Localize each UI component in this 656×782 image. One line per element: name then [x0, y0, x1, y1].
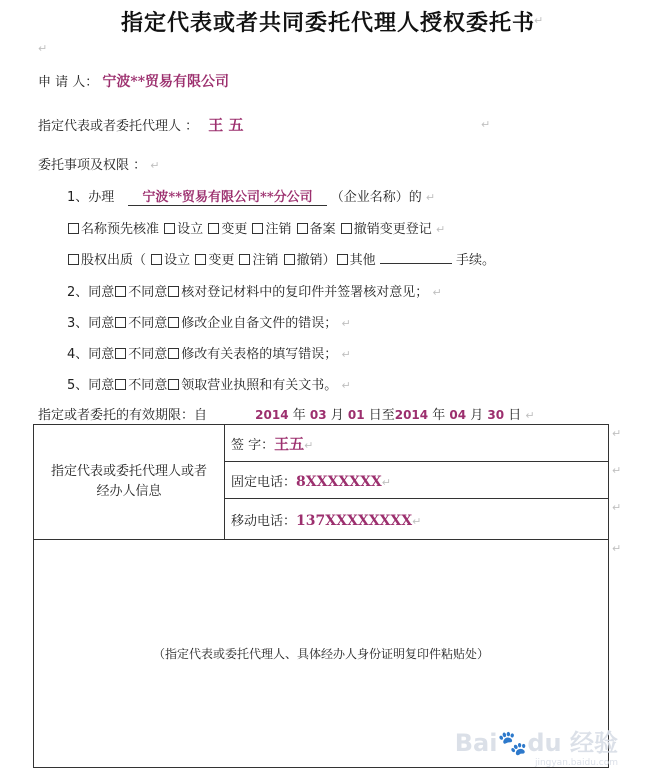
checkbox[interactable] [239, 254, 250, 265]
paragraph-mark: ↵ [341, 379, 351, 392]
checkbox[interactable] [168, 317, 179, 328]
attachment-note: （指定代表或委托代理人、具体经办人身份证明复印件粘贴处） [152, 647, 489, 661]
checkbox[interactable] [168, 348, 179, 359]
checkbox[interactable] [68, 223, 79, 234]
mobile-value: 137XXXXXXXX [296, 512, 413, 529]
mobile-label: 移动电话： [231, 513, 297, 529]
representative-info-table [33, 424, 609, 768]
checkbox[interactable] [208, 223, 219, 234]
unit-month: 月 [330, 408, 344, 423]
pledge-close: ） [322, 253, 336, 268]
paragraph-mark: ↵ [612, 427, 622, 440]
item-mid: 不同意 [128, 347, 168, 362]
mobile-cell[interactable] [225, 499, 609, 540]
item-row [67, 312, 351, 331]
info-label-cell [34, 425, 225, 540]
checkbox[interactable] [284, 254, 295, 265]
paragraph-mark: ↵ [150, 159, 160, 172]
item-row [67, 343, 351, 362]
unit-year: 年 [292, 408, 306, 423]
paragraph-mark: ↵ [341, 348, 351, 361]
watermark-brand: Bai [454, 729, 498, 757]
paragraph-mark: ↵ [432, 286, 442, 299]
option-label: 变更 [221, 222, 248, 237]
item-1-company: 宁波**贸易有限公司**分公司 [128, 186, 326, 206]
pledge-prefix: 股权出质（ [81, 253, 147, 268]
checkbox[interactable] [168, 379, 179, 390]
checkbox[interactable] [337, 254, 348, 265]
paragraph-mark: ↵ [304, 438, 314, 452]
item-text: 核对登记材料中的复印件并签署核对意见； [181, 285, 429, 300]
item-num: 4、同意 [67, 347, 115, 362]
paragraph-mark: ↵ [612, 464, 622, 477]
option-label: 变更 [208, 253, 235, 268]
pledge-end: 手续。 [455, 253, 495, 268]
paragraph-mark: ↵ [381, 475, 392, 489]
unit-year: 年 [432, 408, 446, 423]
paragraph-mark: ↵ [425, 191, 436, 204]
document-title: 指定代表或者共同委托代理人授权委托书 [120, 10, 535, 36]
item-1-options-row [67, 218, 445, 237]
option-label: 设立 [164, 253, 191, 268]
scope-label: 委托事项及权限 ： [38, 158, 147, 173]
to-year: 2014 [394, 408, 429, 422]
other-label: 其他 [349, 253, 376, 268]
item-row [67, 374, 351, 393]
from-day: 01 [347, 408, 365, 422]
signature-value: 王五 [274, 434, 305, 453]
item-row [67, 281, 442, 300]
checkbox[interactable] [115, 317, 126, 328]
checkbox[interactable] [115, 348, 126, 359]
to-label: 日至 [368, 408, 395, 423]
signature-label: 签 字： [231, 437, 275, 453]
checkbox[interactable] [151, 254, 162, 265]
paragraph-mark: ↵ [435, 223, 446, 236]
paragraph-mark: ↵ [534, 14, 544, 27]
paragraph-mark: ↵ [612, 501, 622, 514]
item-text: 领取营业执照和有关文书。 [181, 378, 338, 393]
paragraph-mark: ↵ [481, 118, 491, 131]
paragraph-mark: ↵ [525, 409, 535, 422]
info-label-line1: 指定代表或委托代理人或者 [50, 464, 207, 479]
watermark-url: jingyan.baidu.com [534, 758, 618, 768]
item-mid: 不同意 [128, 378, 168, 393]
paw-icon: 🐾 [497, 729, 528, 757]
applicant-row [38, 71, 229, 91]
unit-day: 日 [508, 408, 522, 423]
paragraph-mark: ↵ [341, 317, 351, 330]
item-1-prefix: 1、办理 [67, 190, 115, 205]
validity-row [38, 404, 535, 423]
checkbox[interactable] [252, 223, 263, 234]
to-day: 30 [487, 408, 505, 422]
info-label-line2: 经办人信息 [96, 484, 162, 499]
checkbox[interactable] [115, 286, 126, 297]
item-num: 3、同意 [67, 316, 115, 331]
checkbox[interactable] [297, 223, 308, 234]
item-mid: 不同意 [128, 316, 168, 331]
other-blank[interactable] [380, 263, 452, 264]
item-1-suffix: （企业名称）的 [330, 190, 422, 205]
item-text: 修改有关表格的填写错误； [181, 347, 338, 362]
paragraph-mark: ↵ [38, 42, 48, 55]
baidu-watermark [455, 723, 618, 768]
option-label: 撤销变更登记 [353, 222, 432, 237]
paragraph-mark: ↵ [612, 542, 622, 555]
phone-label: 固定电话： [231, 474, 297, 490]
checkbox[interactable] [115, 379, 126, 390]
from-year: 2014 [255, 408, 289, 422]
checkbox[interactable] [341, 223, 352, 234]
item-num: 2、同意 [67, 285, 115, 300]
option-label: 撤销 [296, 253, 323, 268]
option-label: 注销 [265, 222, 292, 237]
validity-label: 指定或者委托的有效期限：自 [38, 408, 208, 423]
item-1-pledge-row [67, 249, 495, 268]
scope-row [38, 154, 160, 173]
option-label: 名称预先核准 [81, 222, 160, 237]
checkbox[interactable] [195, 254, 206, 265]
option-label: 注销 [252, 253, 279, 268]
item-num: 5、同意 [67, 378, 115, 393]
option-label: 备案 [309, 222, 336, 237]
watermark-paw: du [527, 729, 562, 757]
representative-value: 王 五 [208, 116, 244, 134]
item-1-row [67, 186, 435, 206]
unit-month: 月 [470, 408, 484, 423]
checkbox[interactable] [68, 254, 79, 265]
applicant-label: 申 请 人： [38, 75, 99, 90]
to-month: 04 [449, 408, 467, 422]
watermark-suffix: 经验 [570, 729, 618, 757]
representative-row [38, 114, 244, 135]
phone-value: 8XXXXXXX [296, 473, 382, 490]
checkbox[interactable] [168, 286, 179, 297]
from-month: 03 [309, 408, 327, 422]
signature-cell[interactable] [225, 425, 609, 462]
option-label: 设立 [177, 222, 204, 237]
paragraph-mark: ↵ [412, 514, 422, 528]
checkbox[interactable] [164, 223, 175, 234]
item-text: 修改企业自备文件的错误； [181, 316, 338, 331]
item-mid: 不同意 [128, 285, 168, 300]
representative-label: 指定代表或者委托代理人 ： [38, 119, 199, 134]
applicant-value: 宁波**贸易有限公司 [102, 74, 230, 90]
phone-cell[interactable] [225, 462, 609, 499]
